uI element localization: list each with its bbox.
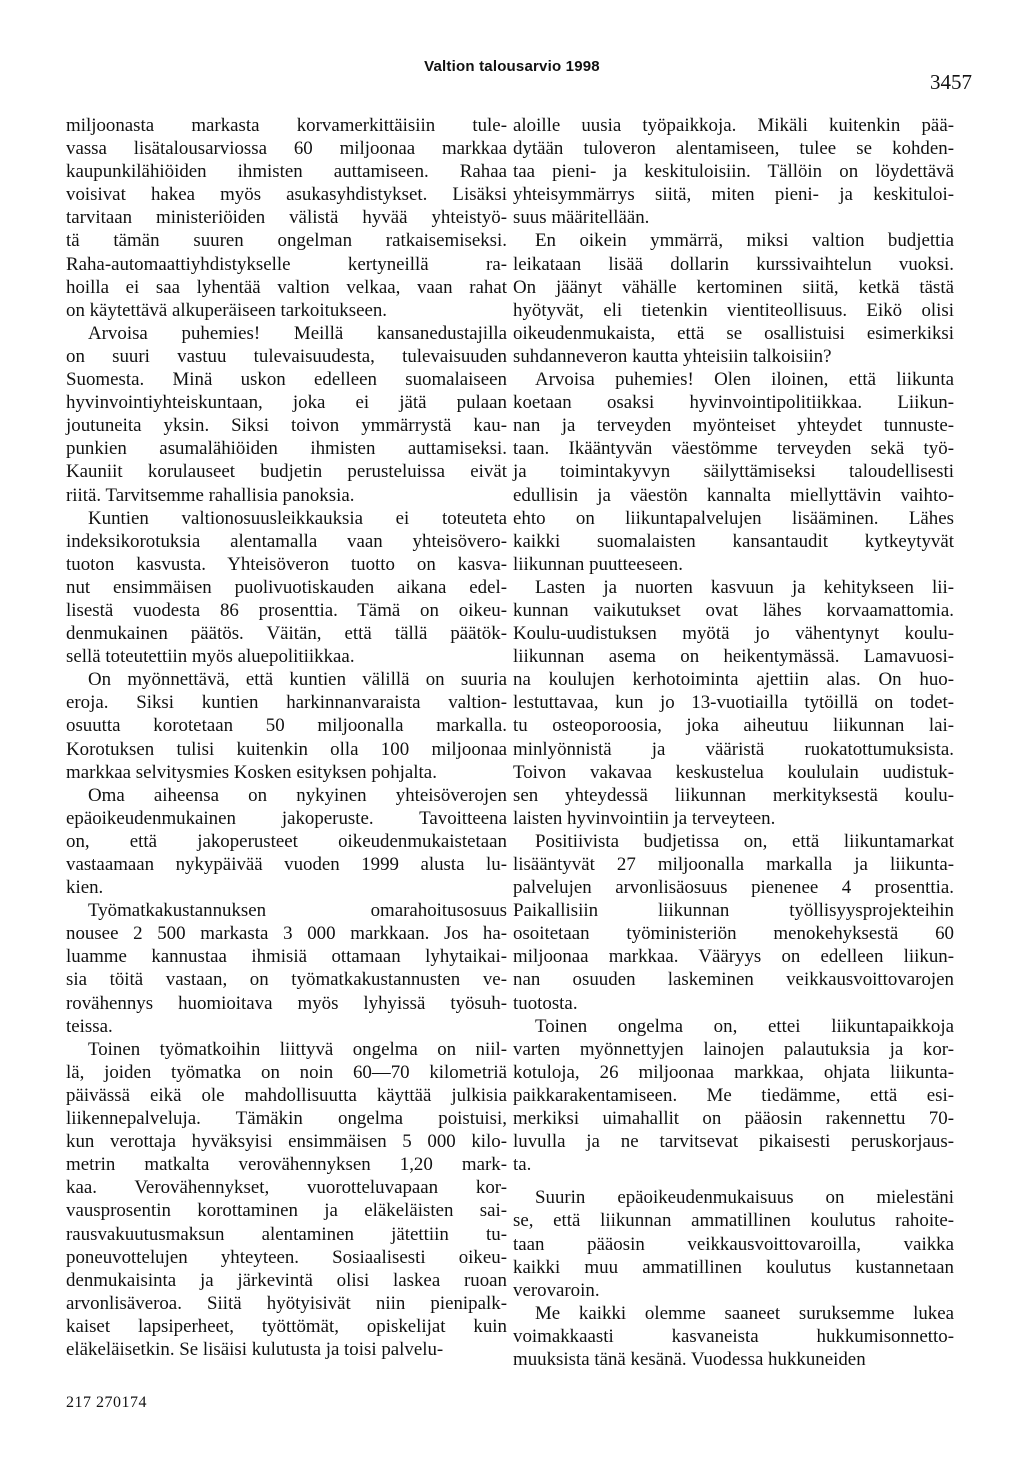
- text-line: metrin matkalta verovähennyksen 1,20 mark-: [66, 1154, 507, 1176]
- text-line: tuoton kasvusta. Yhteisöveron tuotto on kasva-: [66, 553, 507, 575]
- text-line: merkiksi uimahallit on pääosin rakennettu 70-: [513, 1108, 954, 1130]
- text-line: hoilla ei saa lyhentää valtion velkaa, vaan rahat: [66, 276, 507, 298]
- text-line: Arvoisa puhemies! Meillä kansanedustajilla: [88, 322, 507, 344]
- text-line: lestuttavaa, kun jo 13-vuotiailla tytöillä on todet-: [513, 692, 954, 714]
- text-line: edullisin ja väestön kannalta miellyttävin vaihto-: [513, 484, 954, 506]
- text-line: Positiivista budjetissa on, että liikuntamarkat: [535, 830, 954, 852]
- text-line: on käytettävä alkuperäiseen tarkoitukseen.: [66, 299, 388, 321]
- paragraph: [66, 1038, 507, 1361]
- text-line: epäoikeudenmukainen jakoperuste. Tavoitteena: [66, 807, 507, 829]
- text-line: suhdanneveron kautta yhteisiin talkoisiin?: [513, 345, 832, 367]
- text-line: lisääntyvät 27 miljoonalla markalla ja liikunta-: [513, 854, 954, 875]
- text-line: päivässä eikä ole mahdollisuutta käyttää julkisia: [66, 1084, 507, 1106]
- text-line: denmukainen päätös. Väitän, että tällä päätök-: [66, 623, 507, 645]
- text-line: miljoonasta markasta korvamerkittäisiin tule-: [66, 115, 507, 136]
- text-line: laisten hyvinvointiin ja terveyteen.: [513, 807, 776, 829]
- text-line: tu osteoporoosia, joka aiheutuu liikunnan lai-: [513, 715, 954, 737]
- text-line: Toivon vakavaa keskustelua koululain uudistuk-: [513, 761, 954, 783]
- text-line: arvonlisäveroa. Siitä hyötyisivät niin pienipalk-: [66, 1292, 507, 1314]
- page-number: 3457: [930, 70, 972, 94]
- text-line: Lasten ja nuorten kasvuun ja kehitykseen lii-: [535, 576, 954, 598]
- text-line: Korotuksen tulisi kuitenkin olla 100 miljoonaa: [66, 738, 507, 760]
- text-line: aloille uusia työpaikkoja. Mikäli kuitenkin pää-: [513, 115, 954, 136]
- paragraph: [513, 1186, 954, 1301]
- text-line: miljoonaa markkaa. Vääryys on edelleen liikun-: [513, 946, 954, 968]
- text-line: Paikallisiin liikunnan työllisyysprojekteihin: [513, 900, 954, 922]
- text-line: suus määritellään.: [513, 207, 650, 229]
- text-line: riitä. Tarvitsemme rahallisia panoksia.: [66, 484, 355, 506]
- paragraph: [513, 830, 954, 1015]
- text-line: varten myönnettyjen lainojen palautuksia ja kor-: [513, 1038, 954, 1060]
- text-line: Kuntien valtionosuusleikkauksia ei toteuteta: [88, 507, 507, 529]
- paragraph: [513, 114, 954, 229]
- text-line: Työmatkakustannuksen omarahoitusosuus: [88, 900, 507, 922]
- text-line: lä, joiden työmatka on noin 60—70 kilometriä: [66, 1061, 507, 1083]
- text-line: luamme kannustaa ihmisiä ottamaan lyhytaikai-: [66, 946, 507, 968]
- text-line: oikeudenmukaista, että se osallistuisi esimerkiksi: [513, 322, 954, 344]
- text-line: kotuloja, 26 miljoonaa markkaa, ohjata liikunta-: [513, 1061, 954, 1083]
- text-line: eläkeläisetkin. Se lisäisi kulutusta ja toisi palvelu-: [66, 1338, 444, 1360]
- text-line: Suurin epäoikeudenmukaisuus on mielestäni: [535, 1187, 954, 1209]
- right-text-column: [513, 114, 954, 1371]
- text-line: osuutta korotetaan 50 miljoonalla markalla.: [66, 715, 507, 737]
- text-line: na koulujen kerhotoiminta ajettiin alas. On huo-: [513, 669, 954, 691]
- text-line: tä tämän suuren ongelman ratkaisemiseksi.: [66, 230, 507, 252]
- text-line: koetaan osaksi hyvinvointipolitiikkaa. Liikun-: [513, 392, 954, 414]
- text-line: kaupunkilähiöiden ihmisten auttamiseen. Rahaa: [66, 161, 507, 183]
- text-line: se, että liikunnan ammatillinen koulutus rahoite-: [513, 1210, 954, 1232]
- text-line: Toinen ongelma on, ettei liikuntapaikkoja: [535, 1015, 954, 1037]
- text-line: Toinen työmatkoihin liittyvä ongelma on niil-: [88, 1038, 507, 1060]
- text-line: rausvakuutusmaksun alentaminen jätettiin tu-: [66, 1223, 507, 1245]
- paragraph: [513, 229, 954, 368]
- text-line: Me kaikki olemme saaneet suruksemme lukea: [535, 1302, 954, 1324]
- text-line: punkien asumalähiöiden ihmisten auttamiseksi.: [66, 438, 507, 460]
- text-line: Koulu-uudistuksen myötä jo vähentynyt koulu-: [513, 623, 954, 645]
- text-line: hyötyvät, eli tietenkin vientiteollisuus. Eikö olisi: [513, 299, 954, 321]
- text-line: Oma aiheensa on nykyinen yhteisöverojen: [88, 784, 507, 806]
- text-line: taan. Ikääntyvän väestömme terveyden sekä työ-: [513, 438, 954, 460]
- paragraph: [66, 784, 507, 899]
- text-line: paikkarakentamiseen. Me tiedämme, että esi-: [513, 1084, 954, 1106]
- paragraph: [513, 1302, 954, 1371]
- text-line: poneuvottelujen yhteyteen. Sosiaalisesti oikeu-: [66, 1246, 507, 1268]
- footer-print-code: 217 270174: [66, 1394, 147, 1411]
- text-line: verovaroin.: [513, 1279, 600, 1301]
- text-line: yhteisymmärrys siitä, miten pieni- ja keskituloi-: [513, 184, 954, 206]
- text-line: voimakkaasti kasvaneista hukkumisonnetto-: [513, 1325, 954, 1347]
- text-line: teissa.: [66, 1015, 113, 1037]
- text-line: sellä toteutettiin myös aluepolitiikkaa.: [66, 646, 355, 668]
- text-line: liikennepalveluja. Tämäkin ongelma poistuisi,: [66, 1108, 507, 1130]
- running-header-title: Valtion talousarvio 1998: [424, 58, 600, 75]
- paragraph: [66, 668, 507, 783]
- text-line: kien.: [66, 877, 104, 899]
- text-line: liikunnan puutteeseen.: [513, 553, 683, 575]
- text-line: on suuri vastuu tulevaisuudesta, tulevaisuuden: [66, 345, 507, 367]
- paragraph: [513, 576, 954, 830]
- text-line: nan ja terveyden myönteiset yhteydet tunnuste-: [513, 415, 954, 437]
- text-line: En oikein ymmärrä, miksi valtion budjettia: [535, 230, 954, 252]
- text-line: taa pieni- ja keskituloisiin. Tällöin on löydettävä: [513, 161, 954, 183]
- text-line: palvelujen arvonlisäosuus pienenee 4 prosenttia.: [513, 877, 954, 899]
- text-line: eroja. Siksi kuntien harkinnanvaraista valtion-: [66, 692, 507, 714]
- paragraph: [66, 114, 507, 322]
- text-line: nut ensimmäisen puolivuotiskauden aikana edel-: [66, 576, 507, 598]
- text-line: lisestä vuodesta 86 prosenttia. Tämä on oikeu-: [66, 599, 507, 621]
- text-line: minlyönnistä ja vääristä ruokatottumuksista.: [513, 738, 954, 760]
- text-line: markkaa selvitysmies Kosken esityksen pohjalta.: [66, 761, 437, 783]
- text-line: tuotosta.: [513, 992, 578, 1014]
- text-line: ta.: [513, 1154, 532, 1176]
- text-line: On jäänyt vähälle kertominen siitä, ketkä tästä: [513, 276, 954, 298]
- text-line: ja toimintakyvyn säilyttämiseksi taloudellisesti: [513, 461, 954, 483]
- text-line: nan osuuden laskeminen veikkausvoittovarojen: [513, 969, 954, 991]
- paragraph: [513, 1015, 954, 1177]
- text-line: denmukaisinta ja järkevintä olisi laskea ruoan: [66, 1269, 507, 1291]
- text-line: muuksista tänä kesänä. Vuodessa hukkuneiden: [513, 1348, 866, 1370]
- left-text-column: [66, 114, 507, 1361]
- text-line: osoitetaan työministeriön menokehyksestä 60: [513, 923, 954, 945]
- paragraph: [513, 368, 954, 576]
- text-line: kaikki muu ammatillinen koulutus kustannetaan: [513, 1256, 954, 1278]
- text-line: kaikki suomalaisten kansantaudit kytkeytyvät: [513, 530, 954, 552]
- text-line: ehto on liikuntapalvelujen lisääminen. Lähes: [513, 507, 954, 529]
- text-line: joutuneita yksin. Siksi toivon ymmärrystä kau-: [66, 415, 507, 437]
- text-line: Kauniit korulauseet budjetin perusteluissa eivät: [66, 461, 507, 483]
- text-line: hyvinvointiyhteiskuntaan, joka ei jätä pulaan: [66, 392, 507, 414]
- text-line: kunnan vaikutukset ovat lähes korvaamattomia.: [513, 599, 954, 621]
- text-line: voisivat hakea myös asukasyhdistykset. Lisäksi: [66, 184, 507, 206]
- text-line: tarvitaan ministeriöiden välistä hyvää yhteistyö-: [66, 207, 507, 229]
- text-line: kun verottaja hyväksyisi ensimmäisen 5 000 kilo-: [66, 1131, 507, 1153]
- paragraph: [66, 899, 507, 1038]
- text-line: vastaamaan nykypäivää vuoden 1999 alusta lu-: [66, 854, 507, 875]
- text-line: dytään tuloveron alentamiseen, tulee se kohden-: [513, 138, 954, 160]
- text-line: Raha-automaattiyhdistykselle kertyneillä ra-: [66, 253, 507, 275]
- text-line: nousee 2 500 markasta 3 000 markkaan. Jos ha-: [66, 923, 507, 945]
- text-line: kaa. Verovähennykset, vuorotteluvapaan kor-: [66, 1177, 507, 1199]
- text-line: vausprosentin korottaminen ja eläkeläisten sai-: [66, 1200, 507, 1222]
- text-line: luvulla ja ne tarvitsevat pikaisesti peruskorjaus-: [513, 1131, 954, 1153]
- text-line: vassa lisätalousarviossa 60 miljoonaa markkaa: [66, 138, 507, 160]
- paragraph: [66, 322, 507, 507]
- text-line: liikunnan asema on heikentymässä. Lamavuosi-: [513, 646, 954, 668]
- text-line: taan pääosin veikkausvoittovaroilla, vaikka: [513, 1233, 954, 1255]
- text-line: rovähennys huomioitava myös lyhyissä työsuh-: [66, 992, 507, 1014]
- text-line: on, että jakoperusteet oikeudenmukaistetaan: [66, 830, 507, 852]
- text-line: kaiset lapsiperheet, työttömät, opiskelijat kuin: [66, 1315, 507, 1337]
- text-line: leikataan lisää dollarin kurssivaihtelun vuoksi.: [513, 253, 954, 275]
- text-line: sia töitä vastaan, on työmatkakustannusten ve-: [66, 969, 507, 991]
- text-line: On myönnettävä, että kuntien välillä on suuria: [88, 669, 507, 691]
- text-line: indeksikorotuksia alentamalla vaan yhteisövero-: [66, 530, 507, 552]
- paragraph: [66, 507, 507, 669]
- text-line: Arvoisa puhemies! Olen iloinen, että liikunta: [535, 369, 954, 391]
- text-line: Suomesta. Minä uskon edelleen suomalaiseen: [66, 369, 507, 391]
- text-line: sen yhteydessä liikunnan merkityksestä koulu-: [513, 784, 954, 806]
